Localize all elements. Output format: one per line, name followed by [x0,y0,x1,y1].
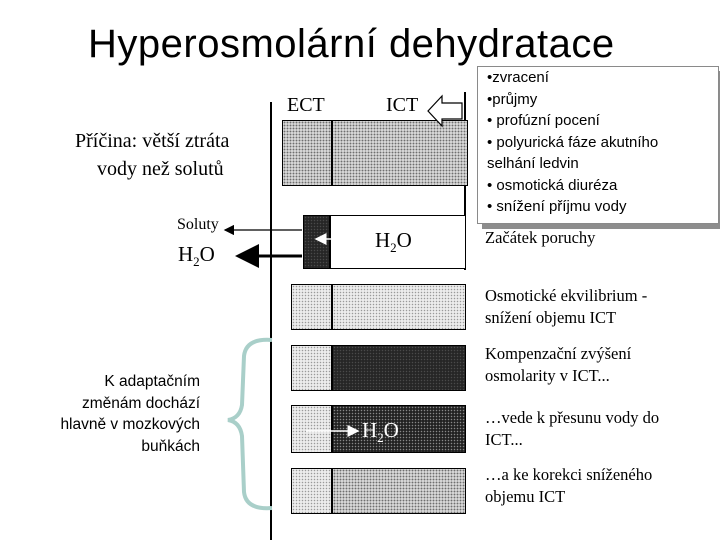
page-title: Hyperosmolární dehydratace [88,22,615,66]
stage-water-shift: …vede k přesunu vody do ICT... [485,408,660,449]
adaptation-note: K adaptačním změnám dochází hlavně v mozkových buňkách [60,373,200,455]
cause-line-2: vody než solutů [97,158,224,180]
stage-equilibrium: Osmotické ekvilibrium - snížení objemu ICT [485,286,648,327]
ect-label: ECT [287,94,325,116]
cause-text: větší ztráta [137,130,230,152]
cause-item: • osmotická diuréza [487,176,618,194]
h2o-bottom-label: $H_2O$ [362,418,399,446]
cause-item: • snížení příjmu vody [487,198,627,215]
cause-item: • profúzní pocení [487,112,600,129]
h2o-left-label: $H_2O$ [178,242,215,270]
h2o-top-label: $H_2O$ [375,228,412,256]
causes-popup [477,66,719,224]
cause-item: •zvracení [487,69,549,86]
cause-item: • polyurická fáze akutního [487,133,659,151]
stage-correction: …a ke korekci sníženého objemu ICT [485,465,653,506]
stage-compensation: Kompenzační zvýšení osmolarity v ICT... [485,344,632,385]
soluty-label: Soluty [177,216,219,233]
brace [228,340,272,508]
stage-onset: Začátek poruchy [485,228,596,247]
cause-item: selhání ledvin [487,155,579,172]
cause-block-arrow [428,96,462,126]
cause-item: •průjmy [487,90,538,108]
cause-label: Příčina: [75,130,138,152]
ict-label: ICT [386,94,419,116]
